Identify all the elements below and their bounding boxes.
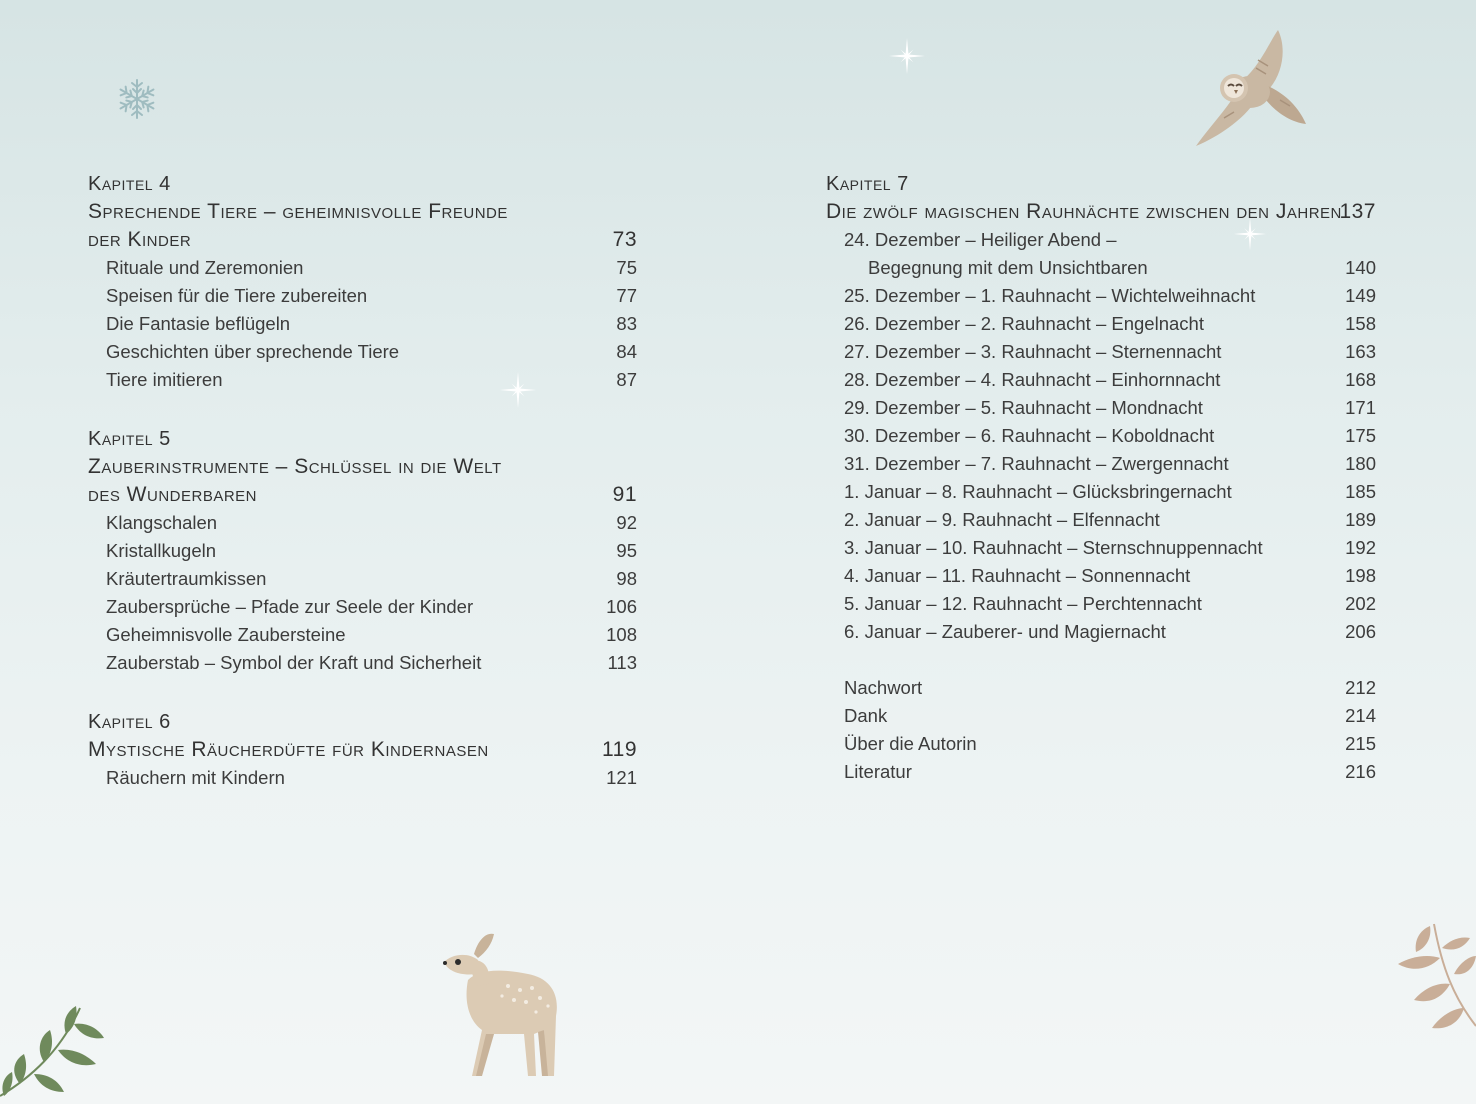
fawn-icon [438, 930, 568, 1080]
page-number: 98 [616, 568, 637, 589]
toc-entry[interactable]: Geheimnisvolle Zaubersteine 108 [88, 621, 637, 649]
toc-entry[interactable]: Rituale und Zeremonien 75 [88, 254, 637, 282]
toc-entry[interactable]: 28. Dezember – 4. Rauhnacht – Einhornnacht 168 [826, 366, 1376, 394]
page-number: 87 [616, 369, 637, 390]
chapter-title: Sprechende Tiere – geheimnisvolle Freunde [88, 200, 508, 223]
chapter-label: Kapitel 5 [88, 428, 171, 450]
toc-entry[interactable]: 31. Dezember – 7. Rauhnacht – Zwergennacht 180 [826, 450, 1376, 478]
page-number: 121 [606, 767, 637, 788]
chapter-7 [826, 170, 1376, 646]
page-number: 73 [612, 228, 637, 251]
page-number: 149 [1345, 285, 1376, 306]
toc-entry[interactable]: 26. Dezember – 2. Rauhnacht – Engelnacht 158 [826, 310, 1376, 338]
toc-entry[interactable]: 4. Januar – 11. Rauhnacht – Sonnennacht 198 [826, 562, 1376, 590]
toc-entry[interactable]: 6. Januar – Zauberer- und Magiernacht 206 [826, 618, 1376, 646]
page-number: 113 [607, 652, 637, 673]
page-number: 180 [1345, 453, 1376, 474]
page-number: 75 [616, 257, 637, 278]
chapter-title[interactable]: Die zwölf magischen Rauhnächte zwischen den Jahren 137 [826, 198, 1376, 226]
leaf-branch-icon [1384, 918, 1476, 1036]
page-number: 108 [606, 624, 637, 645]
page-number: 83 [616, 313, 637, 334]
toc-entry[interactable]: Zaubersprüche – Pfade zur Seele der Kinder 106 [88, 593, 637, 621]
page-number: 84 [616, 341, 637, 362]
page-number: 206 [1345, 621, 1376, 642]
page-number: 168 [1345, 369, 1376, 390]
toc-entry[interactable]: Klangschalen 92 [88, 509, 637, 537]
owl-icon [1190, 26, 1310, 150]
toc-entry[interactable]: 1. Januar – 8. Rauhnacht – Glücksbringernacht 185 [826, 478, 1376, 506]
toc-entry[interactable]: 30. Dezember – 6. Rauhnacht – Koboldnacht 175 [826, 422, 1376, 450]
page-number: 175 [1345, 425, 1376, 446]
page-number: 119 [602, 738, 637, 761]
page-number: 91 [612, 483, 637, 506]
toc-entry[interactable]: 29. Dezember – 5. Rauhnacht – Mondnacht 171 [826, 394, 1376, 422]
page-number: 185 [1345, 481, 1376, 502]
chapter-title-continued[interactable]: des Wunderbaren 91 [88, 481, 637, 509]
back-matter [826, 674, 1376, 786]
page-number: 92 [616, 512, 637, 533]
snowflake-icon [114, 76, 160, 122]
chapter-6 [88, 708, 637, 792]
sparkle-icon [887, 36, 927, 76]
page-number: 140 [1345, 257, 1376, 278]
toc-entry[interactable]: 3. Januar – 10. Rauhnacht – Sternschnuppennacht 192 [826, 534, 1376, 562]
toc-entry-continued[interactable]: Begegnung mit dem Unsichtbaren 140 [826, 254, 1376, 282]
page-number: 106 [606, 596, 637, 617]
toc-entry[interactable]: 25. Dezember – 1. Rauhnacht – Wichtelweihnacht 149 [826, 282, 1376, 310]
chapter-title: Zauberinstrumente – Schlüssel in die Welt [88, 455, 502, 478]
toc-entry[interactable]: Kräutertraumkissen 98 [88, 565, 637, 593]
page-number: 77 [616, 285, 637, 306]
chapter-label: Kapitel 7 [826, 173, 909, 195]
toc-entry[interactable]: Tiere imitieren 87 [88, 366, 637, 394]
page-number: 171 [1345, 397, 1376, 418]
chapter-5 [88, 425, 637, 677]
toc-entry[interactable]: Räuchern mit Kindern 121 [88, 764, 637, 792]
spacer [88, 677, 637, 708]
toc-left-column [88, 170, 637, 792]
toc-entry[interactable]: Literatur 216 [826, 758, 1376, 786]
spacer [826, 646, 1376, 674]
page-number: 216 [1345, 761, 1376, 782]
toc-entry[interactable]: Geschichten über sprechende Tiere 84 [88, 338, 637, 366]
page-number: 215 [1345, 733, 1376, 754]
page-number: 192 [1345, 537, 1376, 558]
chapter-label: Kapitel 4 [88, 173, 171, 195]
page-number: 158 [1345, 313, 1376, 334]
toc-entry[interactable]: 5. Januar – 12. Rauhnacht – Perchtennacht 202 [826, 590, 1376, 618]
page-number: 189 [1345, 509, 1376, 530]
toc-entry[interactable]: Kristallkugeln 95 [88, 537, 637, 565]
page-number: 198 [1345, 565, 1376, 586]
toc-entry[interactable]: Speisen für die Tiere zubereiten 77 [88, 282, 637, 310]
chapter-title[interactable]: Mystische Räucherdüfte für Kindernasen 119 [88, 736, 637, 764]
page-number: 212 [1345, 677, 1376, 698]
page-number: 202 [1345, 593, 1376, 614]
toc-entry[interactable]: Nachwort 212 [826, 674, 1376, 702]
chapter-4 [88, 170, 637, 394]
chapter-title-continued[interactable]: der Kinder 73 [88, 226, 637, 254]
toc-entry[interactable]: 27. Dezember – 3. Rauhnacht – Sternennacht 163 [826, 338, 1376, 366]
toc-entry[interactable]: Die Fantasie beflügeln 83 [88, 310, 637, 338]
page-number: 214 [1345, 705, 1376, 726]
toc-entry[interactable]: Über die Autorin 215 [826, 730, 1376, 758]
toc-entry[interactable]: 24. Dezember – Heiliger Abend – [844, 229, 1117, 250]
page-number: 95 [616, 540, 637, 561]
toc-entry[interactable]: Dank 214 [826, 702, 1376, 730]
spacer [88, 394, 637, 425]
page-number: 163 [1345, 341, 1376, 362]
leaf-branch-icon [0, 1000, 110, 1104]
toc-entry[interactable]: Zauberstab – Symbol der Kraft und Sicherheit 113 [88, 649, 637, 677]
chapter-label: Kapitel 6 [88, 711, 171, 733]
page-number: 137 [1339, 200, 1376, 223]
toc-right-column [826, 170, 1376, 786]
toc-entry[interactable]: 2. Januar – 9. Rauhnacht – Elfennacht 189 [826, 506, 1376, 534]
